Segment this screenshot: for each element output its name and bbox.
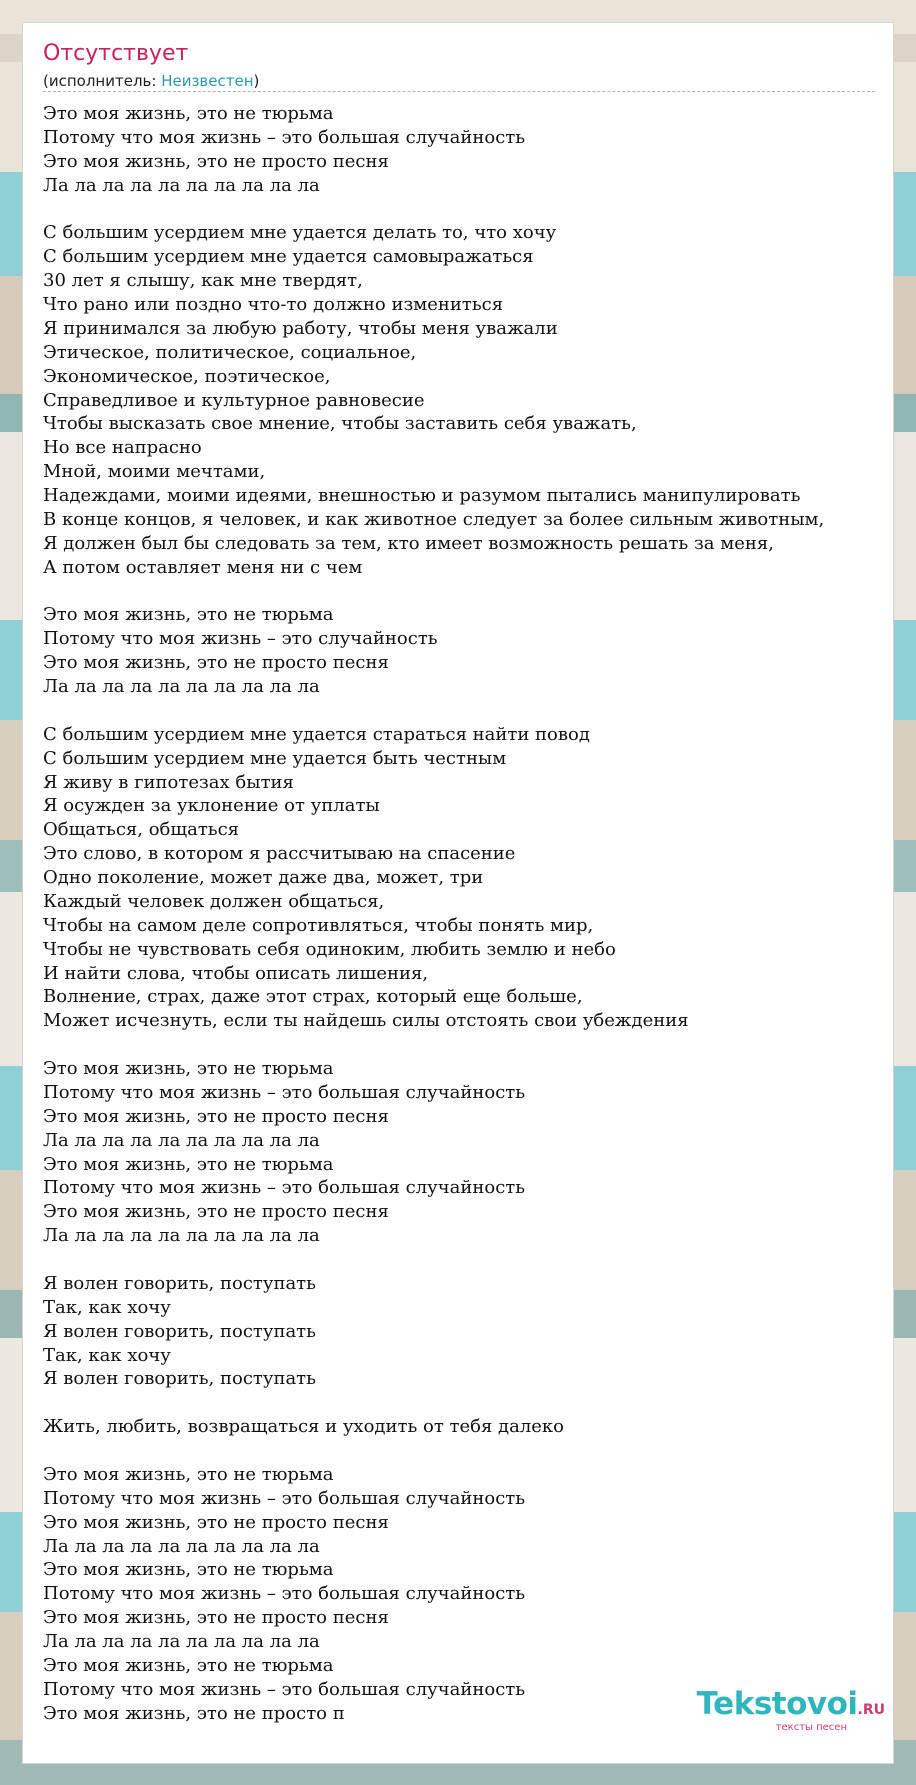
- logo-wordmark: Tekstovoi: [696, 1686, 858, 1722]
- song-title: Отсутствует: [43, 41, 189, 66]
- content-panel: [22, 22, 894, 1764]
- artist-prefix: (исполнитель:: [43, 72, 162, 90]
- lyrics-text: Это моя жизнь, это не тюрьма Потому что моя жизнь – это большая случайность Это моя жизнь, это не просто песня Ла ла ла ла ла ла ла ла ла ла С большим усердием мне удается делать то, что хочу С большим усердием мне удается самовыражаться 30 лет я слышу, как мне твердят, Что рано или поздно что-то должно измениться Я принимался за любую работу, чтобы меня уважали Этическое, политическое, социальное, Экономическое, поэтическое, Справедливое и культурное равновесие Чтобы высказать свое мнение, чтобы заставить себя уважать, Но все напрасно Мной, моими мечтами, Надеждами, моими идеями, внешностью и разумом пытались манипулировать В конце концов, я человек, и как животное следует за более сильным животным, Я должен был бы следовать за тем, кто имеет возможность решать за меня, А потом оставляет меня ни с чем Это моя жизнь, это не тюрьма Потому что моя жизнь – это случайность Это моя жизнь, это не просто песня Ла ла ла ла ла ла ла ла ла ла С большим усердием мне удается стараться найти повод С большим усердием мне удается быть честным Я живу в гипотезах бытия Я осужден за уклонение от уплаты Общаться, общаться Это слово, в котором я рассчитываю на спасение Одно поколение, может даже два, может, три Каждый человек должен общаться, Чтобы на самом деле сопротивляться, чтобы понять мир, Чтобы не чувствовать себя одиноким, любить землю и небо И найти слова, чтобы описать лишения, Волнение, страх, даже этот страх, который еще больше, Может исчезнуть, если ты найдешь силы отстоять свои убеждения Это моя жизнь, это не тюрьма Потому что моя жизнь – это большая случайность Это моя жизнь, это не просто песня Ла ла ла ла ла ла ла ла ла ла Это моя жизнь, это не тюрьма Потому что моя жизнь – это большая случайность Это моя жизнь, это не просто песня Ла ла ла ла ла ла ла ла ла ла Я волен говорить, поступать Так, как хочу Я волен говорить, поступать Так, как хочу Я волен говорить, поступать Жить, любить, возвращаться и уходить от тебя далеко Это моя жизнь, это не тюрьма Потому что моя жизнь – это большая случайность Это моя жизнь, это не просто песня Ла ла ла ла ла ла ла ла ла ла Это моя жизнь, это не тюрьма Потому что моя жизнь – это большая случайность Это моя жизнь, это не просто песня Ла ла ла ла ла ла ла ла ла ла Это моя жизнь, это не тюрьма Потому что моя жизнь – это большая случайность Это моя жизнь, это не просто п: [43, 103, 825, 1724]
- site-logo[interactable]: [675, 1687, 885, 1735]
- artist-link[interactable]: Неизвестен: [161, 72, 254, 90]
- title-divider: [43, 91, 875, 92]
- artist-line: [43, 72, 259, 90]
- artist-suffix: ): [253, 72, 260, 90]
- logo-tagline: тексты песен: [775, 1722, 847, 1733]
- logo-domain-suffix: .RU: [857, 1702, 885, 1718]
